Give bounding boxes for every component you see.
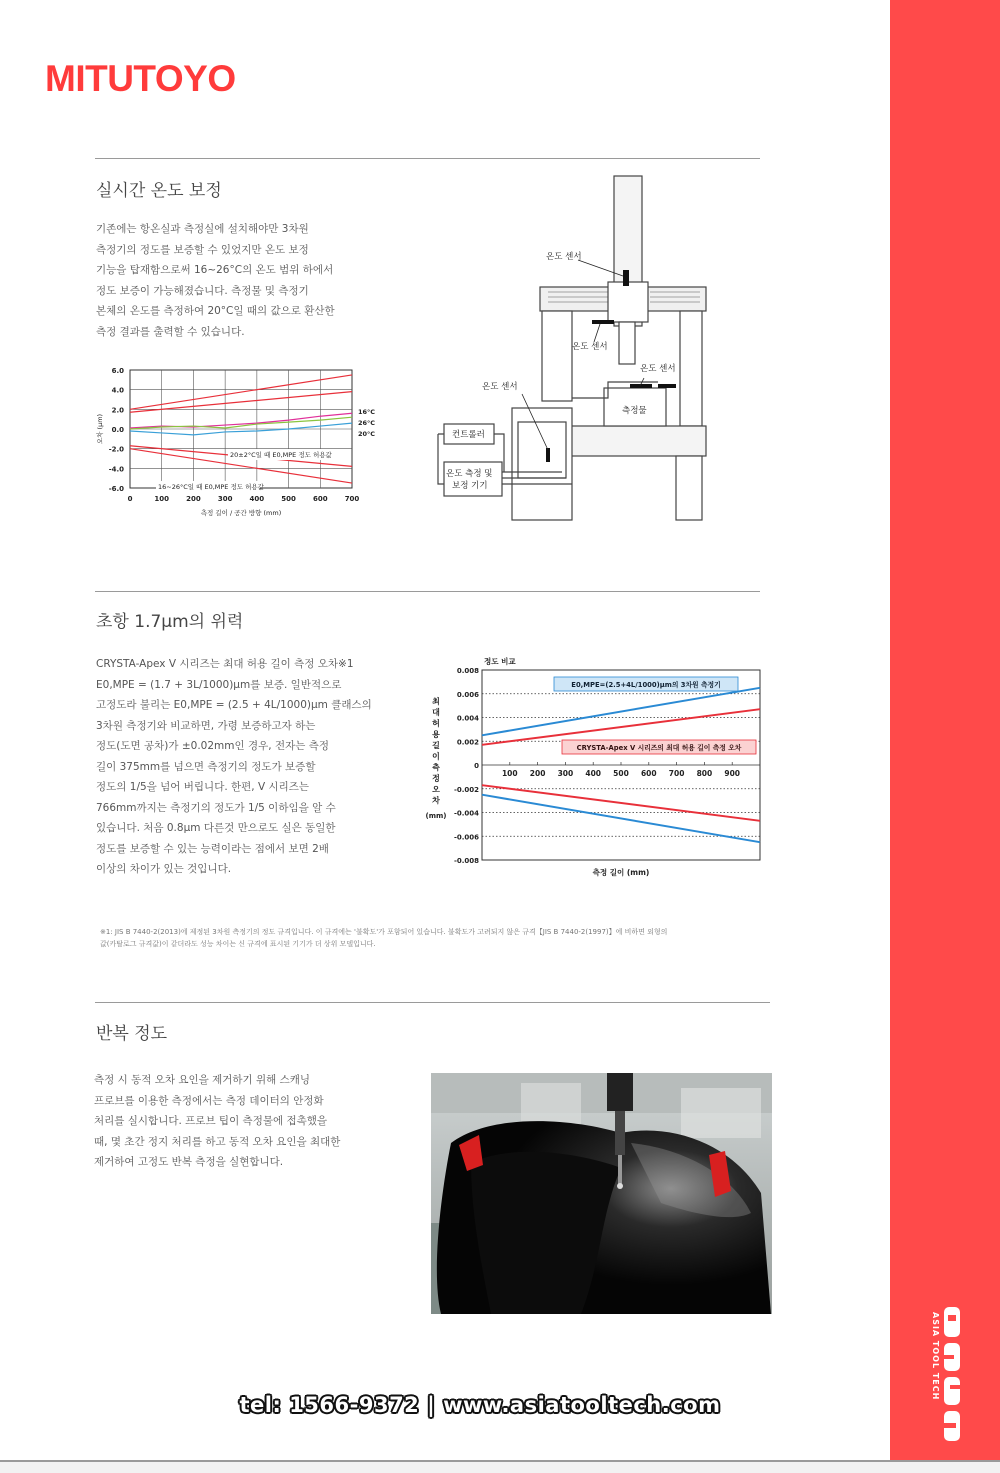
section2-divider — [95, 591, 760, 592]
series-label: 20°C — [358, 430, 376, 438]
series-label: 16°C — [358, 408, 376, 416]
x-axis-label: 측정 길이 (mm) — [592, 868, 650, 877]
y-tick-label: -2.0 — [108, 445, 124, 454]
x-tick-label: 700 — [668, 769, 685, 778]
annotation-20c: 20±2°C일 때 E0,MPE 정도 허용값 — [230, 451, 332, 459]
y-tick-label: 0.004 — [456, 714, 479, 723]
y-axis-label-char: 대 — [432, 708, 440, 717]
y-axis-label-char: 용 — [432, 730, 440, 739]
y-tick-label: 4.0 — [111, 386, 124, 395]
cmm-temperature-sensor-diagram — [418, 172, 720, 524]
sensor-column-icon — [623, 270, 629, 286]
section1-paragraph: 기존에는 항온실과 측정실에 설치해야만 3차원 측정기의 정도를 보증할 수 있었지만 온도 보정 기능을 탑재함으로써 16~26°C의 온도 범위 하에서 정도 보증이 가능해졌습니다. 측정물 및 측정기 본체의 온도를 측정하여 20°C일 때의 값으로 환산한 측정 결과를 출력할 수 있습니다. — [96, 223, 335, 338]
x-tick-label: 900 — [724, 769, 741, 778]
x-tick-label: 100 — [154, 495, 170, 503]
x-tick-label: 300 — [557, 769, 574, 778]
section1-divider — [95, 158, 760, 159]
controller-label: 컨트롤러 — [452, 430, 485, 440]
chart-title: 정도 비교 — [484, 657, 516, 666]
workpiece-label: 측정물 — [622, 406, 647, 416]
section2-paragraph: CRYSTA-Apex V 시리즈는 최대 허용 길이 측정 오차※1 E0,MPE = (1.7 + 3L/1000)μm를 보증. 일반적으로 고정도라 불리는 E0,MPE = (2.5 + 4L/1000)μm 클래스의 3차원 측정기와 비교하면, 가령 보증하고자 하는 정도(도면 공차)가 ±0.02mm인 경우, 전자는 측정 길이 375mm를 넘으면 측정기의 정도가 보증할 정도의 1/5을 넘어 버립니다. 한편, V 시리즈는 766mm까지는 측정기의 정도가 1/5 이하임을 알 수 있습니다. 처음 0.8μm 다른것 만으로도 실은 동일한 정도를 보증할 수 있는 능력이라는 점에서 보면 2배 이상의 차이가 있는 것입니다. — [96, 658, 372, 875]
y-axis-label-char: 오 — [432, 785, 440, 794]
x-tick-label: 600 — [640, 769, 657, 778]
temp-device-label-2: 보정 기기 — [452, 481, 488, 491]
x-tick-label: 700 — [344, 495, 360, 503]
y-tick-label: 6.0 — [111, 367, 124, 375]
side-brand-text: ASIA TOOL TECH — [931, 1312, 940, 1401]
y-tick-label: -6.0 — [108, 485, 124, 493]
sensor-label-3: 온도 센서 — [640, 364, 676, 374]
y-tick-label: 0 — [474, 762, 479, 770]
annotation-16-26c: 16~26°C일 때 E0,MPE 정도 허용값 — [158, 483, 264, 491]
y-axis-label-char: 최 — [432, 697, 440, 706]
bottom-bar — [0, 1460, 1000, 1473]
y-axis-label-char: 길 — [432, 741, 440, 750]
x-tick-label: 800 — [696, 769, 713, 778]
section2-footnote: ※1: JIS B 7440-2(2013)에 제정된 3차원 측정기의 정도 규격입니다. 이 규격에는 '불확도'가 포함되어 있습니다. 불확도가 고려되지 않은 규격【JIS B 7440-2(1997)】에 비하면 외형의 값(카탈로그 규격값)이 같더라도 성능 차이는 신 규격에 표시된 기기가 더 상위 모델입니다. — [100, 928, 668, 948]
y-tick-label: -0.006 — [453, 833, 479, 842]
probe — [619, 322, 635, 364]
probe-measurement-photo — [431, 1073, 772, 1314]
accuracy-comparison-chart — [418, 652, 770, 884]
y-tick-label: 0.006 — [456, 690, 479, 699]
x-tick-label: 600 — [312, 495, 328, 503]
sensor-base-icon — [546, 448, 550, 462]
brand-sidebar — [890, 0, 1000, 1462]
y-axis-label-char: 이 — [432, 752, 440, 761]
section1-heading: 실시간 온도 보정 — [96, 181, 222, 201]
y-tick-label: -4.0 — [108, 465, 124, 474]
section2-heading: 초항 1.7μm의 위력 — [96, 612, 244, 632]
y-tick-label: 0.008 — [456, 667, 479, 675]
sensor-bridge-icon — [592, 320, 614, 324]
x-tick-label: 200 — [186, 495, 201, 503]
sensor-label-1: 온도 센서 — [546, 252, 582, 262]
legend-red-label: CRYSTA-Apex V 시리즈의 최대 허용 길이 측정 오차 — [576, 744, 742, 752]
section3-heading: 반복 정도 — [96, 1024, 168, 1044]
y-axis-label-char: 정 — [432, 774, 440, 783]
temperature-error-chart — [80, 362, 380, 524]
section3-paragraph: 측정 시 동적 오차 요인을 제거하기 위해 스캐닝 프로브를 이용한 측정에서는 측정 데이터의 안정화 처리를 실시합니다. 프로브 팁이 측정물에 접촉했을 때, 몇 초간 정지 처리를 하고 동적 오차 요인을 최대한 제거하여 고정도 반복 측정을 실현합니다. — [94, 1074, 341, 1168]
x-axis-label: 측정 길이 / 공간 방향 (mm) — [200, 509, 282, 517]
y-axis-label-char: 측 — [432, 763, 440, 772]
sensor-label-4: 온도 센서 — [482, 382, 518, 392]
x-tick-label: 500 — [613, 769, 629, 778]
x-tick-label: 400 — [249, 495, 265, 503]
y-tick-label: 0.002 — [456, 738, 479, 747]
temp-device-label-1: 온도 측정 및 — [446, 469, 493, 479]
x-tick-label: 200 — [529, 769, 546, 778]
y-tick-label: 2.0 — [111, 406, 124, 415]
series-label: 26°C — [358, 419, 376, 427]
x-tick-label: 0 — [127, 495, 133, 503]
y-tick-label: 0.0 — [111, 426, 124, 434]
x-tick-label: 500 — [281, 495, 296, 503]
y-axis-label-char: 허 — [432, 719, 440, 728]
y-axis-label: 오차 (μm) — [96, 413, 104, 445]
y-tick-label: -0.004 — [453, 809, 479, 818]
y-axis-unit: (mm) — [425, 812, 447, 820]
mitutoyo-logo: MITUTOYO — [45, 58, 236, 99]
x-tick-label: 300 — [217, 495, 233, 503]
sensor-label-2: 온도 센서 — [572, 342, 608, 352]
x-tick-label: 100 — [501, 769, 518, 778]
x-tick-label: 400 — [585, 769, 602, 778]
y-tick-label: -0.002 — [453, 785, 479, 794]
contact-info: tel: 1566-9372 | www.asiatooltech.com — [239, 1393, 721, 1417]
y-tick-label: -0.008 — [453, 857, 479, 865]
legend-blue-label: E0,MPE=(2.5+4L/1000)μm의 3차원 측정기 — [571, 681, 721, 689]
y-axis-label-char: 차 — [432, 796, 440, 805]
section3-divider — [95, 1002, 770, 1003]
